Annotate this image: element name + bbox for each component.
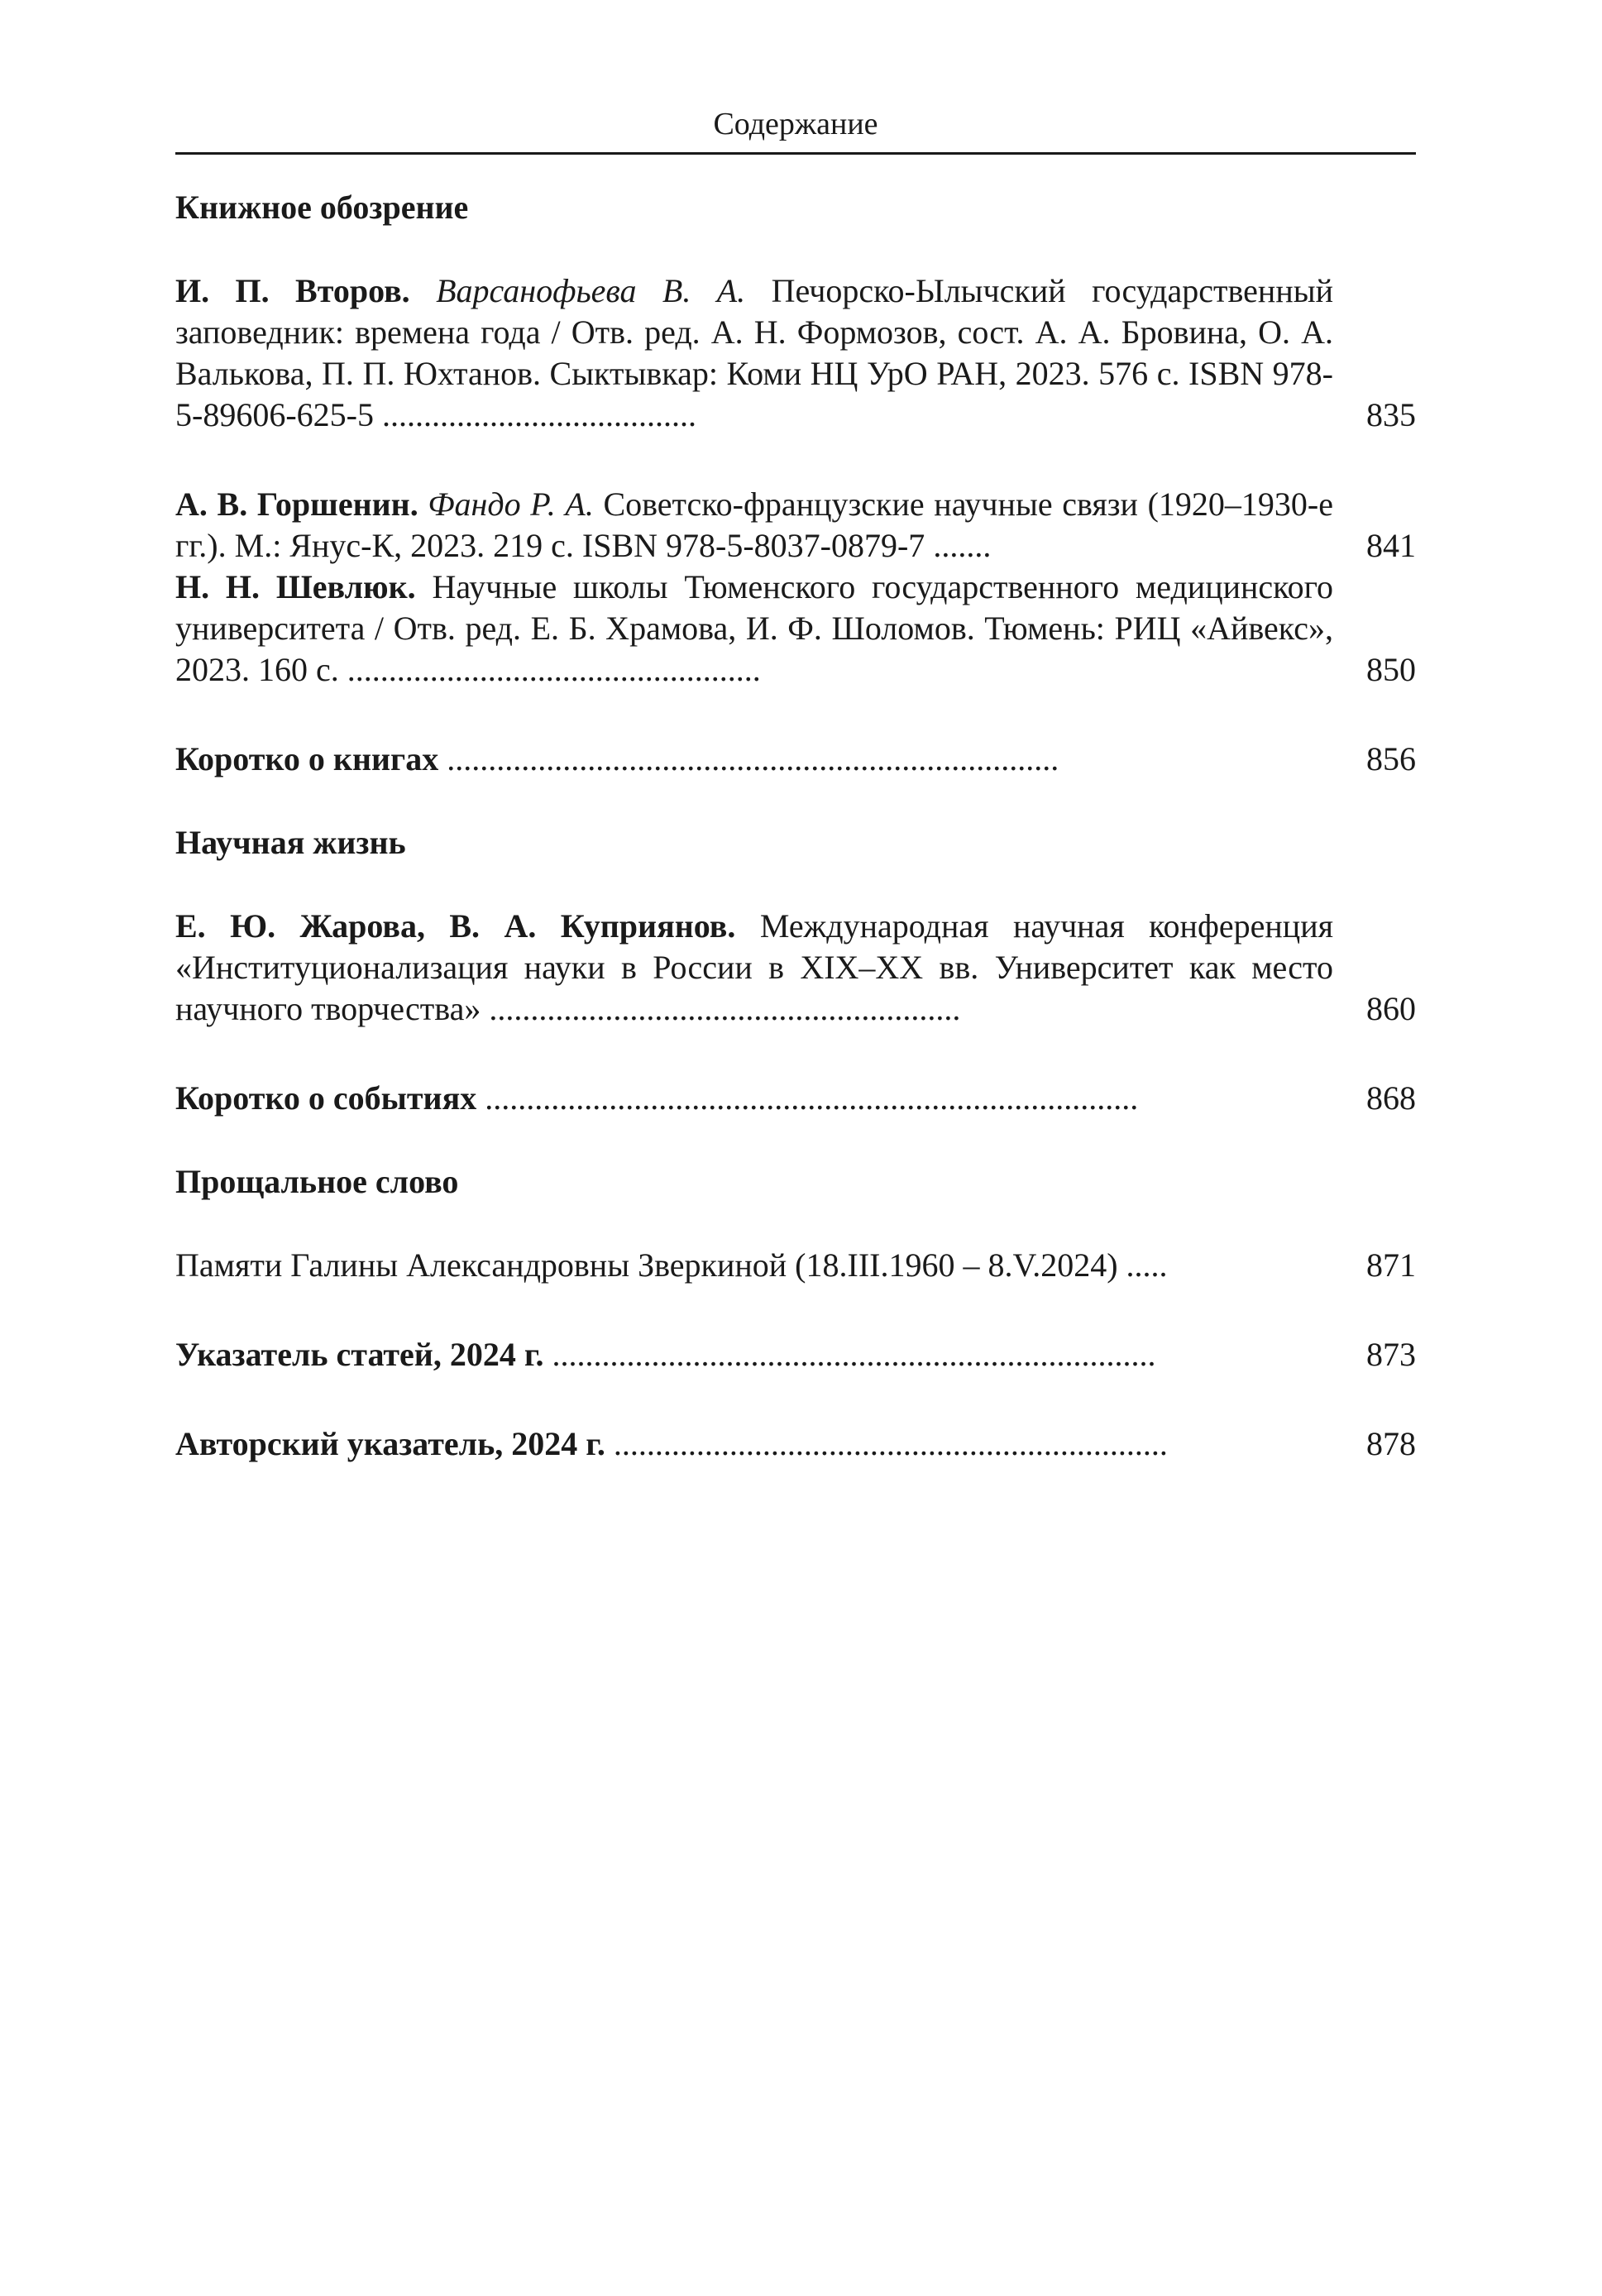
leader-dots: ................................................................... — [613, 1425, 1168, 1462]
entry-title: Научные школы Тюменского государственного медицинского университета / Отв. ред. Е. Б. Храмова, И. Ф. Шоломов. Тюмень: РИЦ «Айвекс», 2023. 160 с. — [175, 568, 1333, 688]
section-title-scientific-life: Научная жизнь — [175, 824, 406, 861]
toc-entry-vtorov[interactable] — [175, 270, 1416, 436]
toc-entry-articles-index[interactable] — [175, 1334, 1416, 1375]
section-title-short-books: Коротко о книгах — [175, 740, 439, 777]
leader-dots: ...................................... — [381, 396, 696, 433]
section-title-articles-index: Указатель статей, 2024 г. — [175, 1336, 544, 1373]
page-number: 860 — [1366, 990, 1416, 1027]
page-number: 868 — [1366, 1079, 1416, 1117]
entry-text — [175, 906, 1333, 1030]
toc-entry-shevlyuk[interactable] — [175, 567, 1416, 691]
contents-page — [175, 99, 1416, 1465]
entry-book-author: Варсанофьева В. А. — [436, 272, 746, 309]
entry-text — [175, 1245, 1333, 1286]
page-number: 835 — [1366, 396, 1416, 433]
entry-title: Печорско-Ылычский государственный заповедник: времена года / Отв. ред. А. Н. Формозов, сост. А. А. Бровина, О. А. Валькова, П. П. Юхтанов. Сыктывкар: Коми НЦ УрО РАН, 2023. 576 с. ISBN 978-5-89606-625-5 — [175, 272, 1334, 433]
entry-title: Памяти Галины Александровны Зверкиной (18.III.1960 – 8.V.2024) — [175, 1246, 1118, 1284]
page-number: 856 — [1366, 740, 1416, 777]
entry-author: Е. Ю. Жарова, В. А. Куприянов. — [175, 907, 736, 945]
leader-dots: ......................................................................... — [552, 1336, 1156, 1373]
section-title-farewell: Прощальное слово — [175, 1163, 459, 1200]
toc-entry-zverkina[interactable] — [175, 1245, 1416, 1286]
entry-title: Советско-французские научные связи (1920–1930-е гг.). М.: Янус-К, 2023. 219 с. ISBN 978-5-8037-0879-7 — [175, 486, 1333, 564]
toc-entry-authors-index[interactable] — [175, 1423, 1416, 1465]
entry-text — [175, 1423, 1333, 1465]
section-title-short-events: Коротко о событиях — [175, 1079, 477, 1117]
leader-dots: .......................................................................... — [447, 740, 1059, 777]
leader-dots: ..... — [1126, 1246, 1168, 1284]
leader-dots: .................................................. — [347, 651, 761, 688]
page-number: 841 — [1366, 527, 1416, 564]
entry-text — [175, 739, 1333, 780]
entry-text — [175, 567, 1333, 691]
entry-author: А. В. Горшенин. — [175, 486, 418, 523]
leader-dots: ....... — [933, 527, 992, 564]
leader-dots: ......................................................... — [489, 990, 961, 1027]
entry-author: Н. Н. Шевлюк. — [175, 568, 416, 605]
page-number: 871 — [1366, 1246, 1416, 1284]
section-title-book-review: Книжное обозрение — [175, 189, 469, 226]
entry-text — [175, 1334, 1333, 1375]
entry-text — [175, 484, 1333, 567]
leader-dots: ............................................................................... — [485, 1079, 1139, 1117]
page-number: 873 — [1366, 1336, 1416, 1373]
entry-book-author: Фандо Р. А. — [428, 486, 594, 523]
toc-entry-zharova-kupriyanov[interactable] — [175, 906, 1416, 1030]
toc-entry-short-books[interactable] — [175, 739, 1416, 780]
section-title-authors-index: Авторский указатель, 2024 г. — [175, 1425, 605, 1462]
page-number: 878 — [1366, 1425, 1416, 1462]
entry-author: И. П. Второв. — [175, 272, 410, 309]
toc-entry-short-events[interactable] — [175, 1078, 1416, 1119]
toc-entry-gorshenin[interactable] — [175, 484, 1416, 567]
running-head: Содержание — [713, 107, 878, 141]
entry-text — [175, 270, 1333, 436]
entry-text — [175, 1078, 1333, 1119]
page-number: 850 — [1366, 651, 1416, 688]
entry-title: Международная научная конференция «Институционализация науки в России в XIX–XX вв. Университет как место научного творчества» — [175, 907, 1334, 1027]
